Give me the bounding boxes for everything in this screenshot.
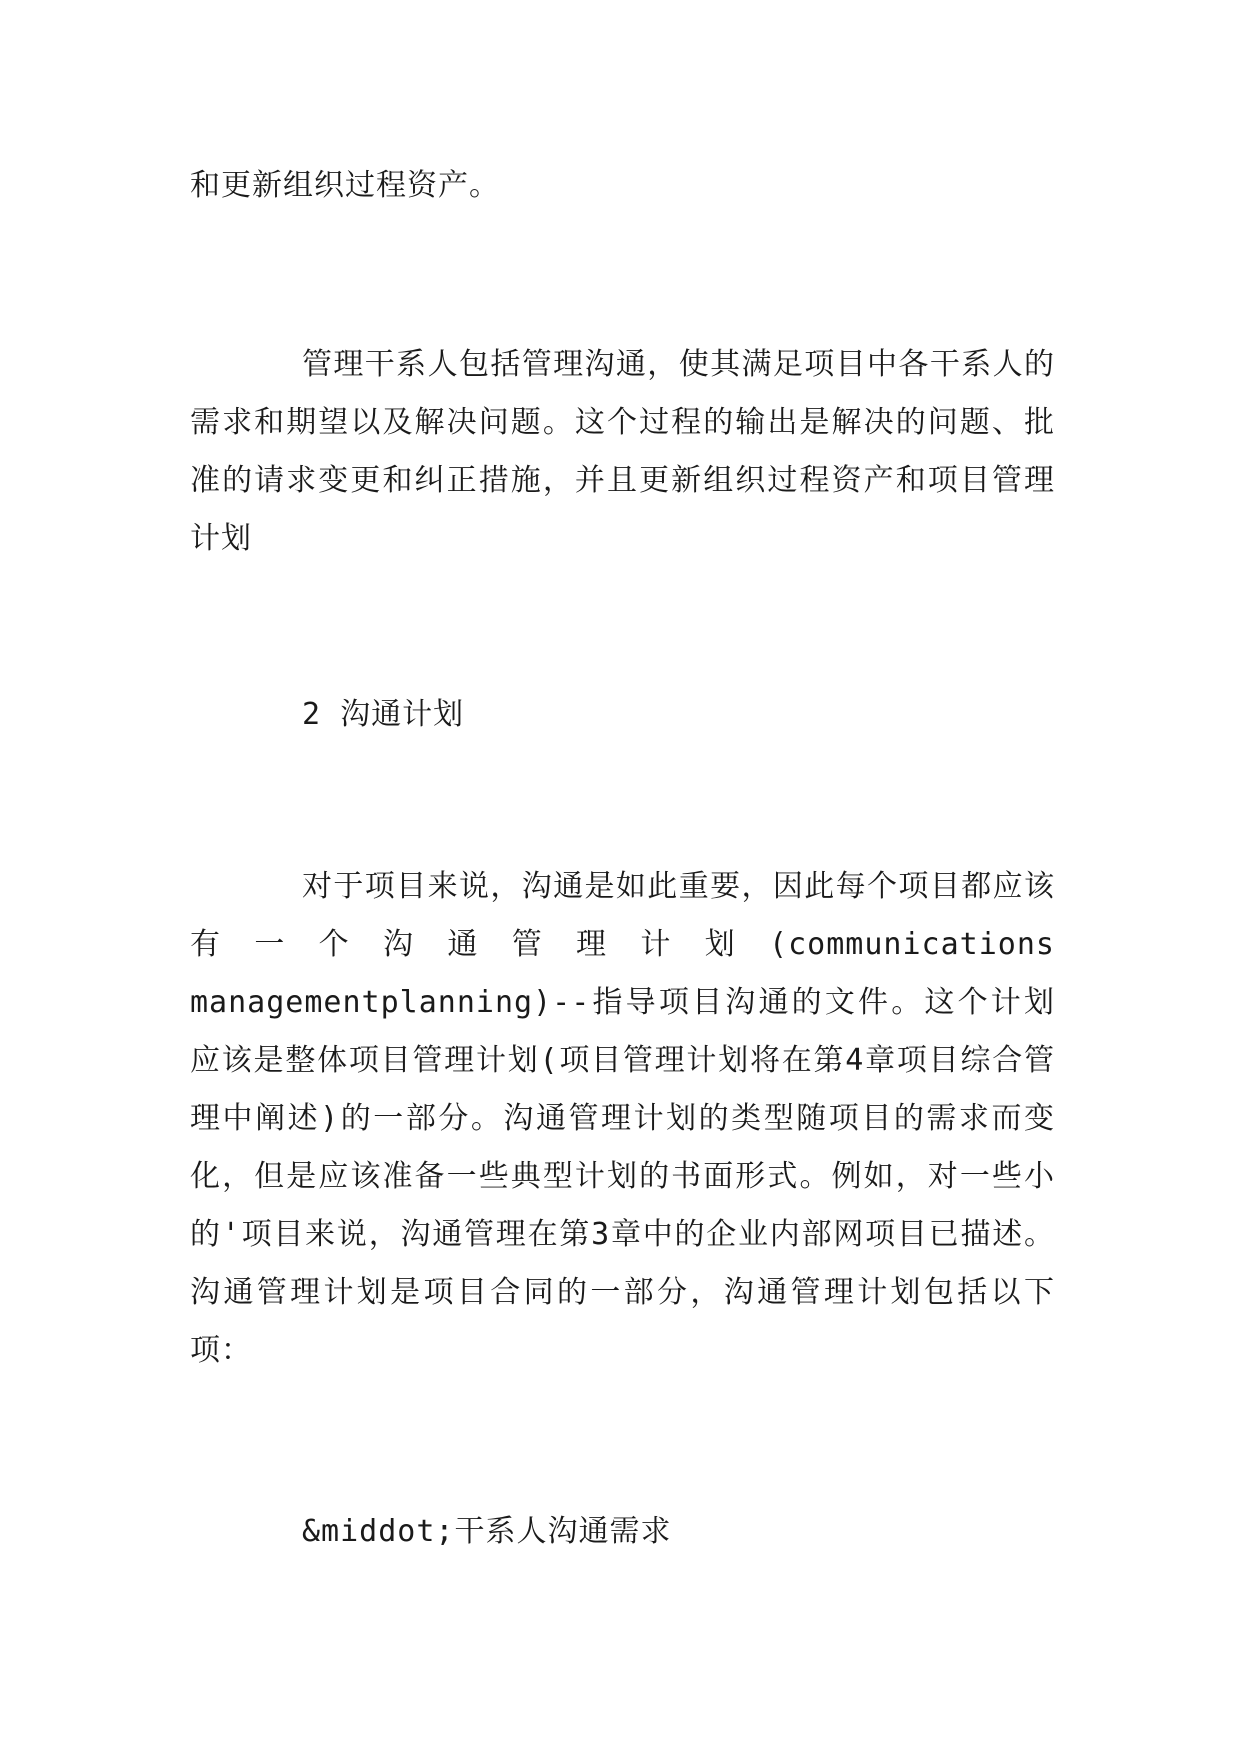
section-heading: 2 沟通计划 — [302, 697, 465, 732]
list-item-stakeholder-needs: &middot;干系人沟通需求 — [302, 1514, 672, 1549]
paragraph-manage-stakeholders: 管理干系人包括管理沟通，使其满足项目中各干系人的需求和期望以及解决问题。这个过程的输出是解决的问题、批准的请求变更和纠正措施，并且更新组织过程资产和项目管理计划 — [190, 347, 1055, 556]
paragraph-continuation: 和更新组织过程资产。 — [190, 168, 500, 203]
paragraph-communication-plan: 对于项目来说，沟通是如此重要，因此每个项目都应该有一个沟通管理计划(communications managementplanning)--指导项目沟通的文件。这个计划应该是整体项目管理计划(项目管理计划将在第4章项目综合管理中阐述)的一部分。沟通管理计划的类型随项目的需求而变化，但是应该准备一些典型计划的书面形式。例如，对一些小的'项目来说，沟通管理在第3章中的企业内部网项目已描述。沟通管理计划是项目合同的一部分，沟通管理计划包括以下项： — [190, 869, 1055, 1368]
